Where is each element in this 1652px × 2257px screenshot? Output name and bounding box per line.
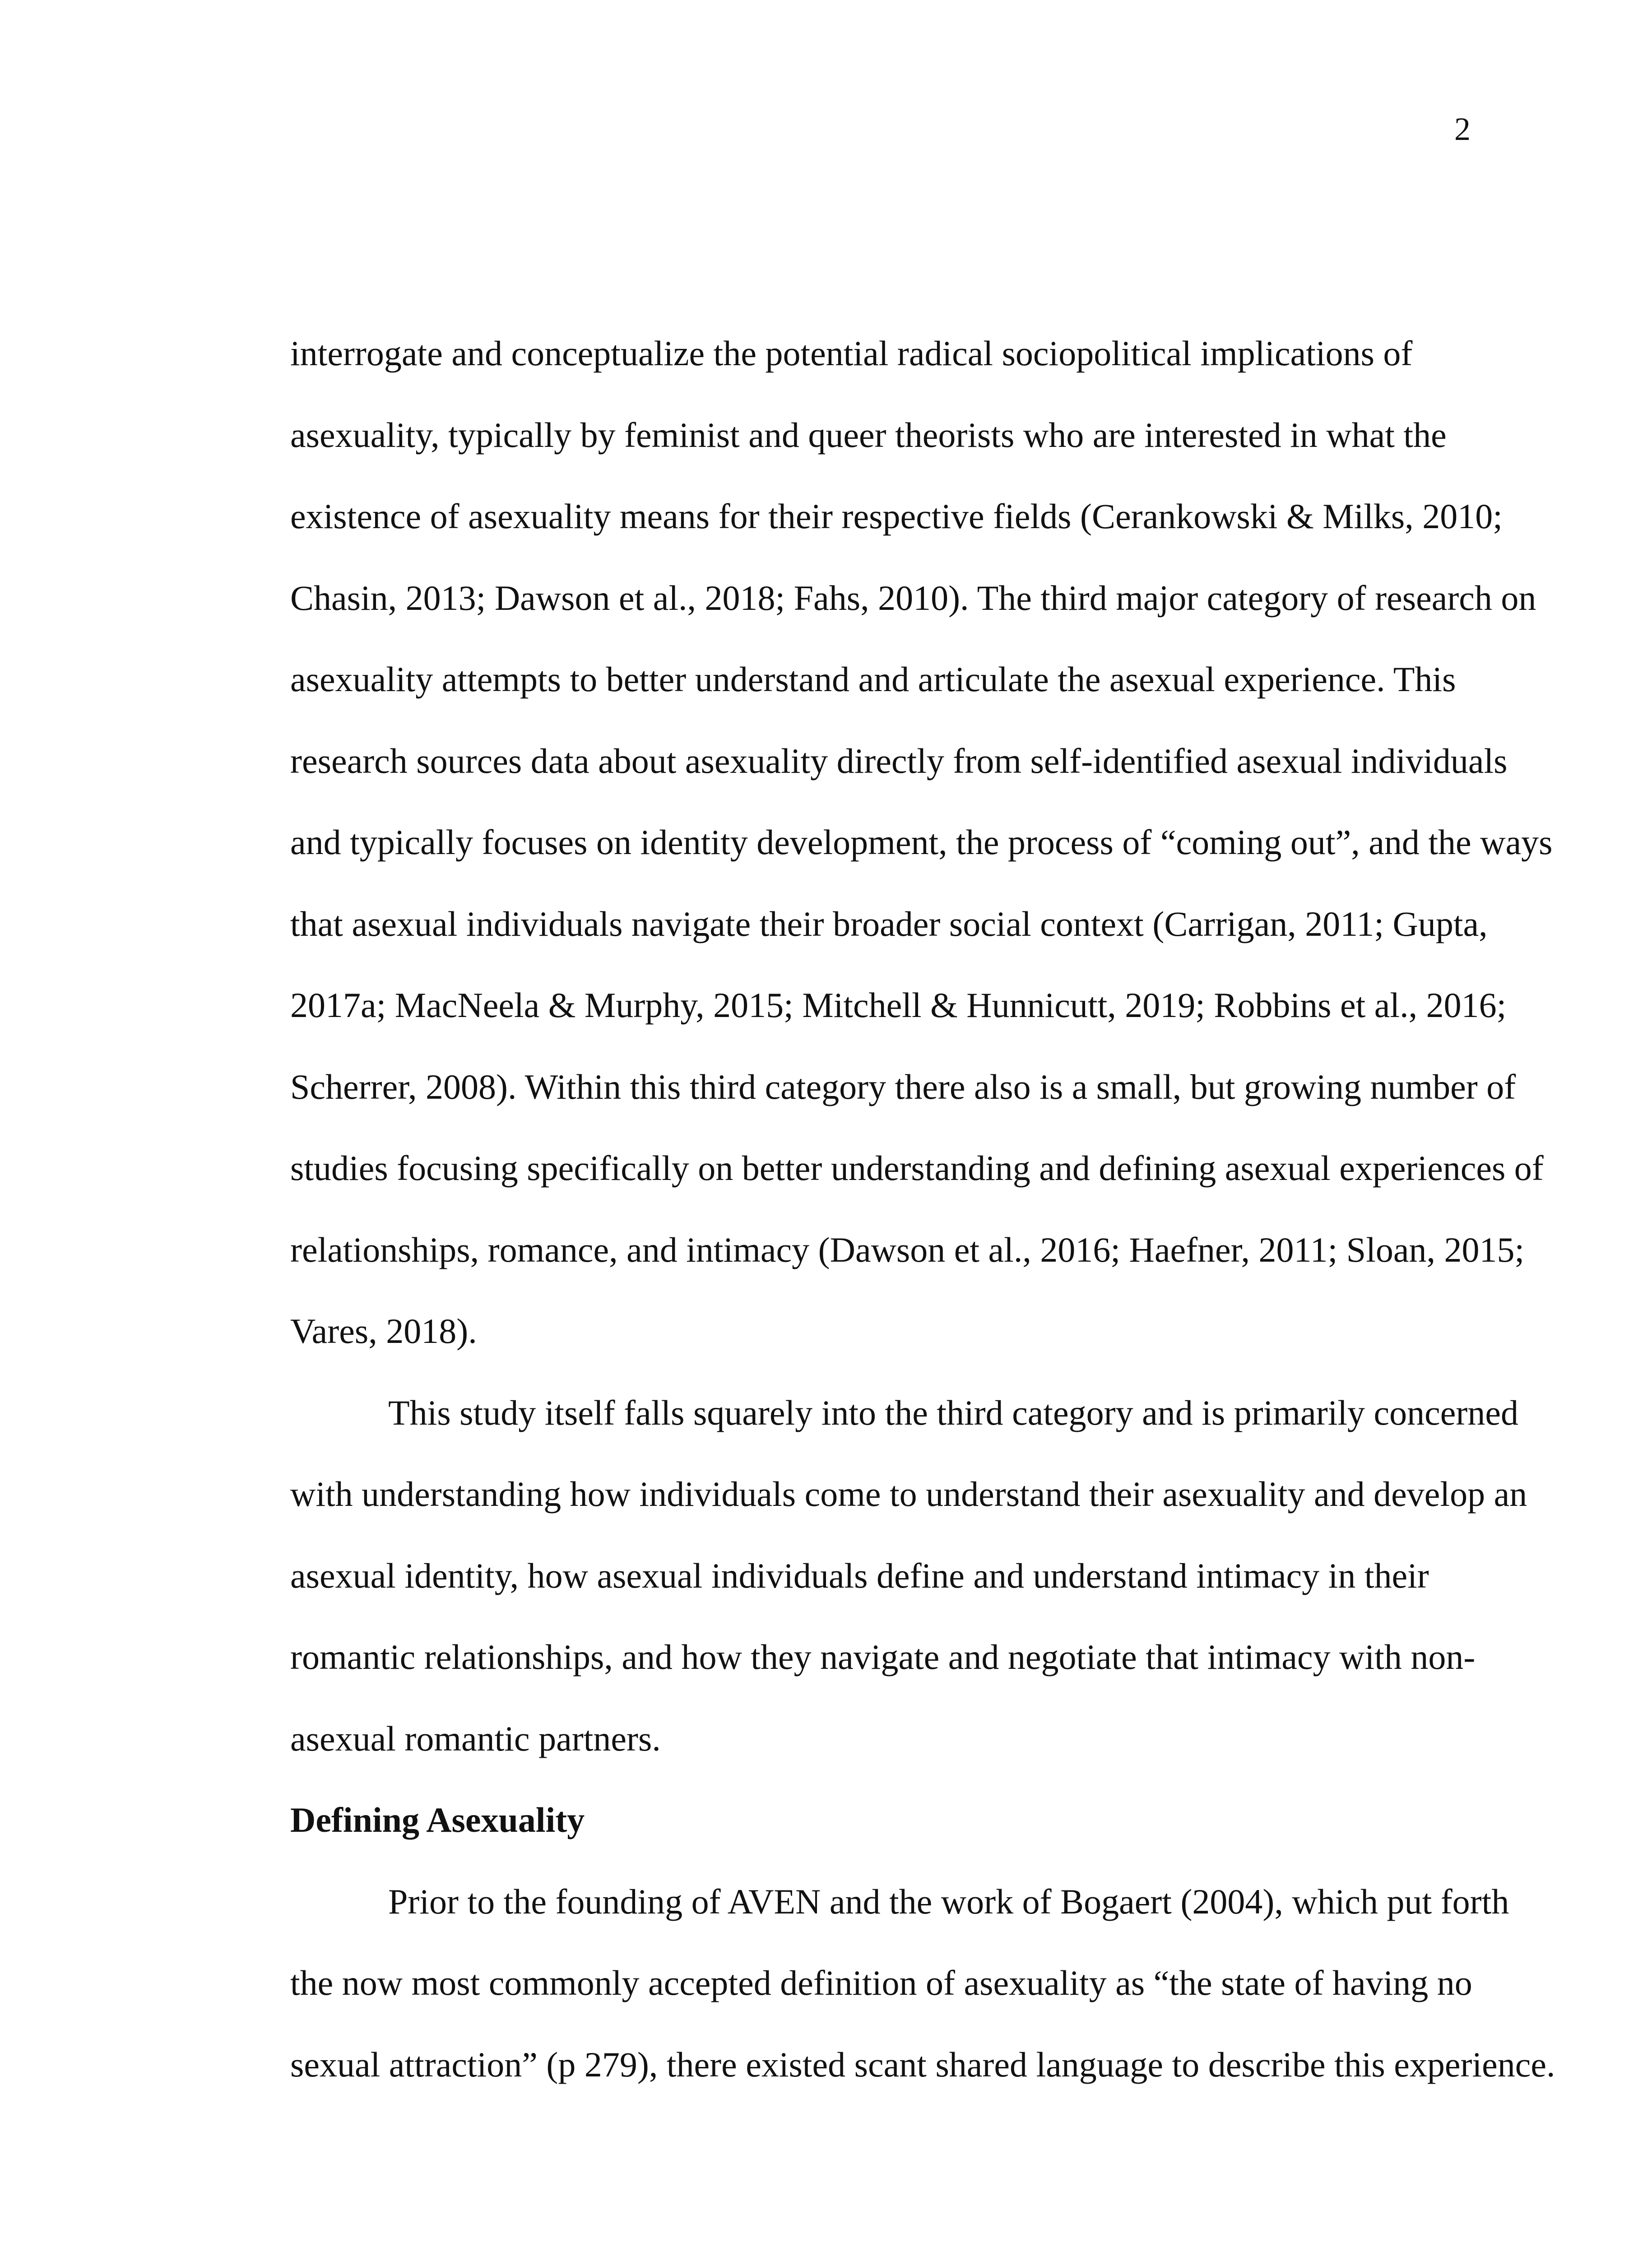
text-line: studies focusing specifically on better understanding and defining asexual experiences of: [290, 1148, 1544, 1188]
text-line: and typically focuses on identity development, the process of “coming out”, and the ways: [290, 822, 1553, 862]
paragraph-first-line: This study itself falls squarely into the third category and is primarily concerned: [388, 1393, 1518, 1432]
text-line: asexuality attempts to better understand and articulate the asexual experience. This: [290, 659, 1456, 699]
text-line: Vares, 2018).: [290, 1311, 477, 1351]
section-heading: Defining Asexuality: [290, 1800, 585, 1839]
text-line: Scherrer, 2008). Within this third category there also is a small, but growing number of: [290, 1067, 1516, 1106]
text-line: existence of asexuality means for their respective fields (Cerankowski & Milks, 2010;: [290, 497, 1503, 536]
paragraph-first-line: Prior to the founding of AVEN and the work of Bogaert (2004), which put forth: [388, 1881, 1509, 1921]
text-line: research sources data about asexuality directly from self-identified asexual individuals: [290, 741, 1508, 780]
text-line: sexual attraction” (p 279), there existed scant shared language to describe this experience.: [290, 2044, 1555, 2084]
text-line: 2017a; MacNeela & Murphy, 2015; Mitchell & Hunnicutt, 2019; Robbins et al., 2016;: [290, 985, 1507, 1025]
text-line: the now most commonly accepted definition of asexuality as “the state of having no: [290, 1963, 1472, 2002]
text-line: with understanding how individuals come to understand their asexuality and develop an: [290, 1474, 1527, 1514]
text-line: relationships, romance, and intimacy (Dawson et al., 2016; Haefner, 2011; Sloan, 2015;: [290, 1230, 1525, 1269]
text-line: Chasin, 2013; Dawson et al., 2018; Fahs, 2010). The third major category of research on: [290, 578, 1536, 618]
text-line: interrogate and conceptualize the potential radical sociopolitical implications of: [290, 334, 1413, 373]
text-line: that asexual individuals navigate their broader social context (Carrigan, 2011; Gupta,: [290, 904, 1488, 943]
page-number: 2: [1454, 111, 1471, 147]
text-line: asexual identity, how asexual individuals define and understand intimacy in their: [290, 1556, 1429, 1595]
body-text: [290, 313, 1555, 2105]
text-line: asexuality, typically by feminist and queer theorists who are interested in what the: [290, 415, 1447, 455]
text-line: asexual romantic partners.: [290, 1718, 661, 1758]
text-line: romantic relationships, and how they navigate and negotiate that intimacy with non-: [290, 1637, 1476, 1676]
